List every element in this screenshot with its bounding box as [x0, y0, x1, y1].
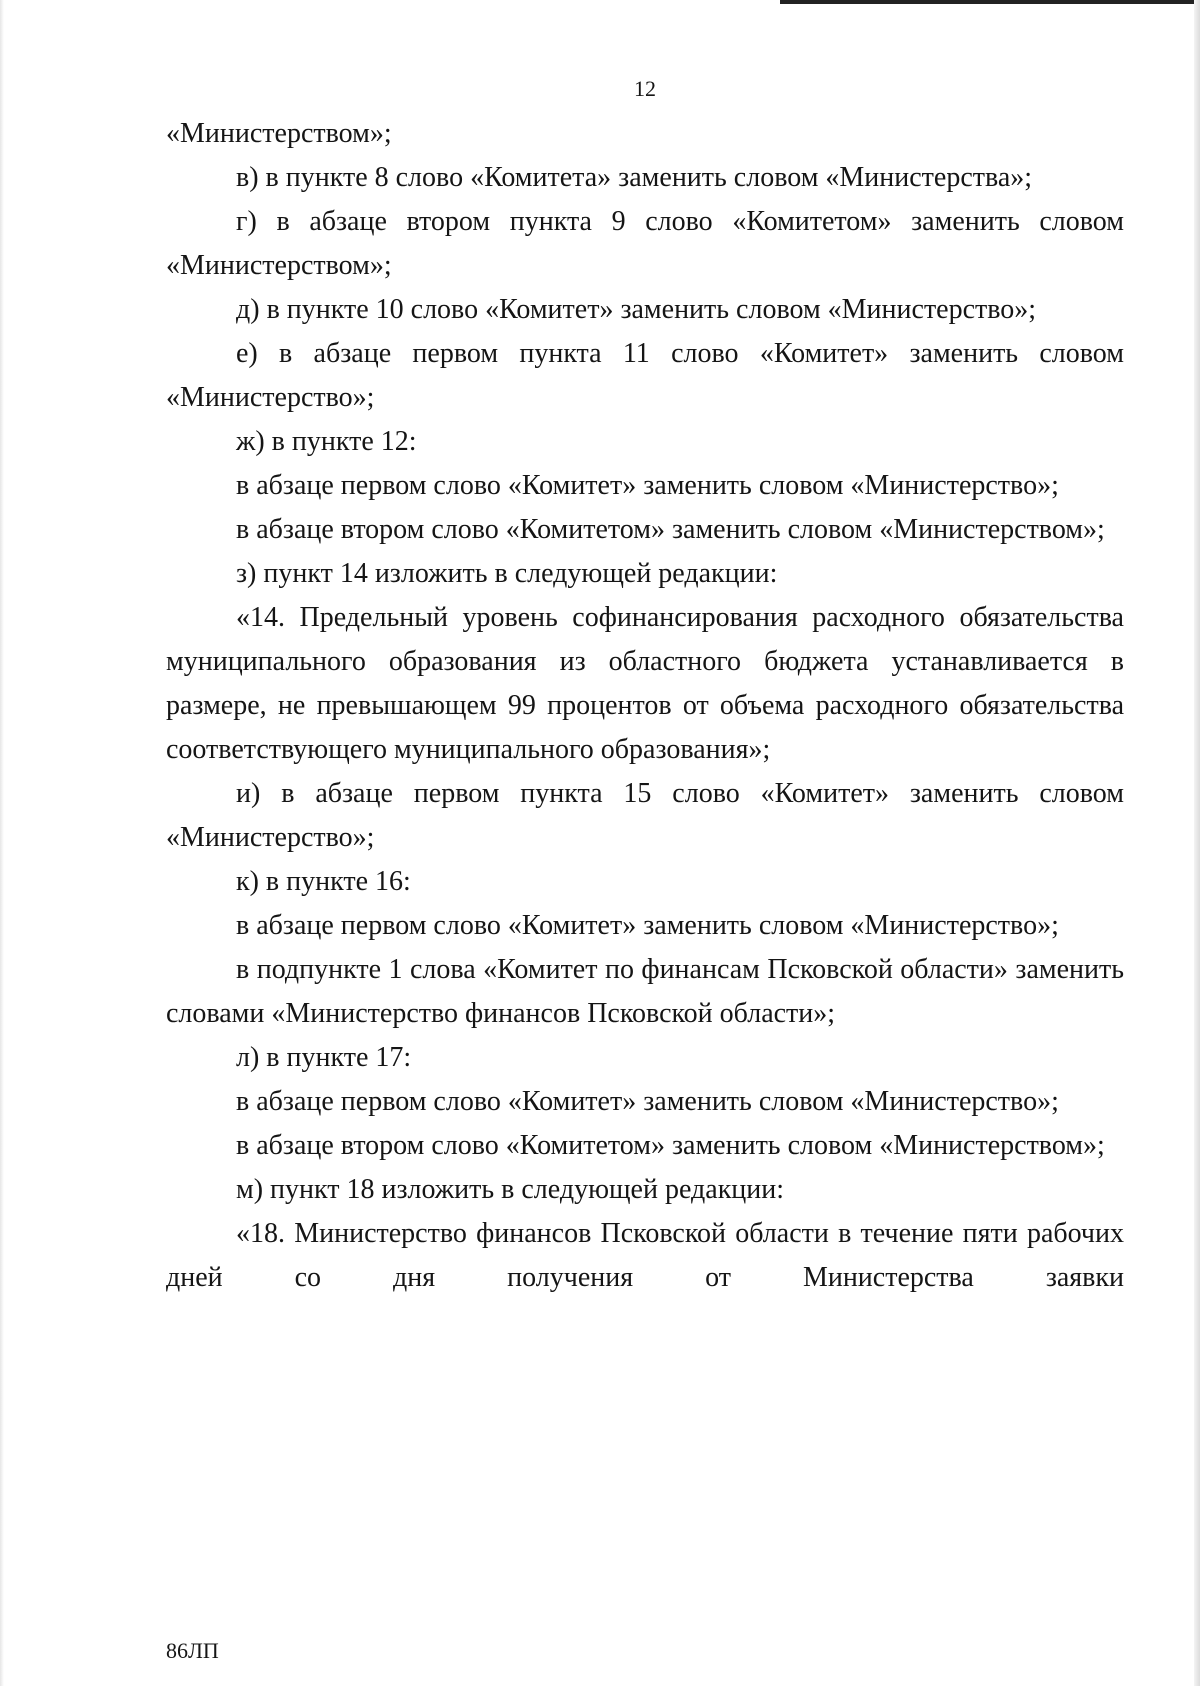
page-number: 12: [634, 76, 656, 101]
scan-right-edge: [1194, 0, 1200, 1686]
top-rule: [780, 0, 1200, 4]
paragraph: «Министерством»;: [166, 118, 392, 149]
paragraph: в абзаце первом слово «Комитет» заменить словом «Министерство»;: [236, 470, 1059, 501]
paragraph: з) пункт 14 изложить в следующей редакции:: [236, 558, 778, 589]
document-body: [166, 112, 1124, 1300]
paragraph: е) в абзаце первом пункта 11 слово «Комитет» заменить словом «Министерство»;: [166, 338, 1124, 413]
paragraph: «14. Предельный уровень софинансирования расходного обязательства муниципального образования из областного бюджета устанавливается в размере, не превышающем 99 процентов от объема расходного обязательства соответствующего муниципального образования»;: [166, 602, 1124, 765]
paragraph: г) в абзаце втором пункта 9 слово «Комитетом» заменить словом «Министерством»;: [166, 206, 1124, 281]
paragraph: д) в пункте 10 слово «Комитет» заменить словом «Министерство»;: [236, 294, 1037, 325]
paragraph: в) в пункте 8 слово «Комитета» заменить словом «Министерства»;: [236, 162, 1033, 193]
paragraph: к) в пункте 16:: [236, 866, 411, 897]
paragraph: в подпункте 1 слова «Комитет по финансам Псковской области» заменить словами «Министерство финансов Псковской области»;: [166, 954, 1124, 1029]
scan-left-edge: [0, 0, 4, 1686]
document-code: 86ЛП: [166, 1638, 219, 1663]
paragraph: ж) в пункте 12:: [236, 426, 417, 457]
paragraph: м) пункт 18 изложить в следующей редакции:: [236, 1174, 785, 1205]
paragraph: и) в абзаце первом пункта 15 слово «Комитет» заменить словом «Министерство»;: [166, 778, 1124, 853]
paragraph: в абзаце первом слово «Комитет» заменить словом «Министерство»;: [236, 1086, 1059, 1117]
paragraph: в абзаце втором слово «Комитетом» заменить словом «Министерством»;: [236, 514, 1105, 545]
paragraph: л) в пункте 17:: [236, 1042, 412, 1073]
paragraph: в абзаце первом слово «Комитет» заменить словом «Министерство»;: [236, 910, 1059, 941]
paragraph: «18. Министерство финансов Псковской области в течение пяти рабочих дней со дня получения от Министерства заявки: [166, 1218, 1124, 1293]
paragraph: в абзаце втором слово «Комитетом» заменить словом «Министерством»;: [236, 1130, 1105, 1161]
